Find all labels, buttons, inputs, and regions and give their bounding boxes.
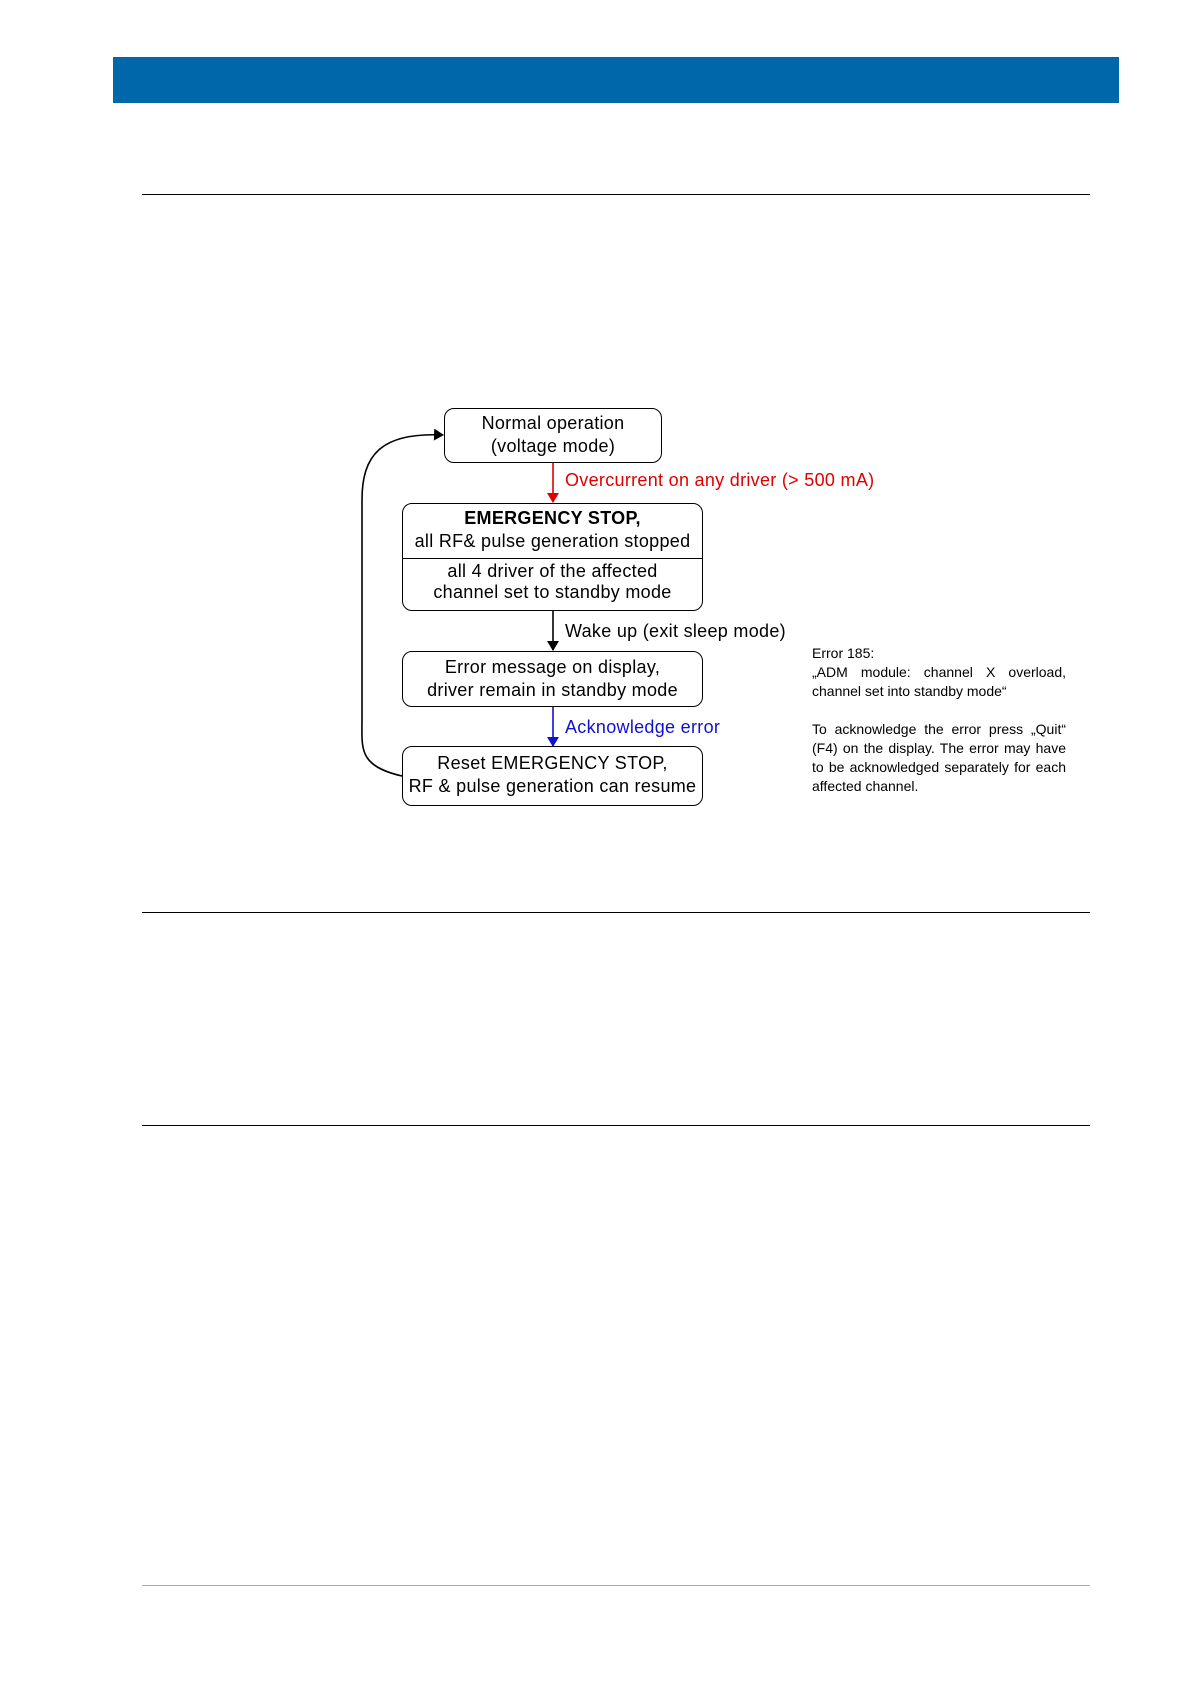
reset-line1: Reset EMERGENCY STOP, (437, 753, 668, 773)
error-message-line1: Error message on display, (444, 657, 661, 677)
box-error-message (402, 651, 703, 707)
error-code: Error 185: (812, 645, 875, 661)
box-normal-operation (444, 408, 662, 463)
overcurrent-label: Overcurrent on any driver (> 500 mA) (565, 470, 875, 490)
emergency-stop-line4: channel set to standby mode (433, 582, 672, 602)
emergency-stop-divider (403, 558, 702, 559)
error-message-line2: driver remain in standby mode (427, 680, 678, 700)
error-note (812, 644, 1066, 796)
emergency-stop-line2: all RF& pulse generation stopped (414, 531, 691, 551)
normal-operation-line2: (voltage mode) (490, 436, 616, 456)
box-emergency-stop (402, 503, 703, 611)
emergency-stop-line3: all 4 driver of the affected (447, 561, 658, 581)
reset-line2: RF & pulse generation can resume (408, 776, 697, 796)
wake-up-label: Wake up (exit sleep mode) (565, 621, 786, 641)
normal-operation-line1: Normal operation (481, 413, 625, 433)
emergency-stop-title: EMERGENCY STOP, (464, 508, 641, 528)
error-message-text: „ADM module: channel X overload, channel set into standby mode“ (812, 664, 1066, 699)
acknowledge-label: Acknowledge error (565, 717, 721, 737)
box-reset-emergency (402, 746, 703, 806)
acknowledge-instruction: To acknowledge the error press „Quit“ (F4) on the display. The error may have to be acknowledged separately for each affected channel. (812, 721, 1066, 794)
